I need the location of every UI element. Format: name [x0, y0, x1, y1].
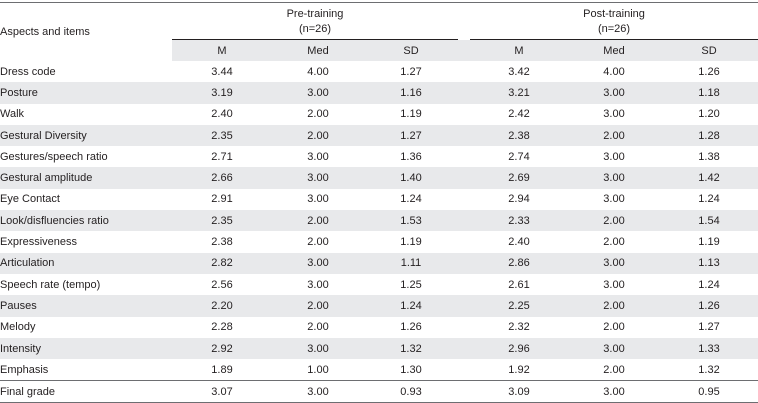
- row-label: Speech rate (tempo): [0, 278, 101, 291]
- cell-post-med: 3.00: [568, 381, 660, 403]
- cell-pre-med: 3.00: [272, 253, 364, 274]
- cell-post-m: 3.42: [508, 65, 530, 78]
- col-post-m: M: [470, 40, 568, 61]
- cell-pre-m: 2.82: [172, 253, 272, 274]
- cell-gap: [458, 317, 470, 338]
- cell-pre-sd: 1.24: [400, 193, 422, 206]
- cell-pre-med: 1.00: [307, 363, 329, 376]
- cell-post-m: 2.61: [508, 278, 530, 291]
- cell-post-med: 2.00: [603, 363, 625, 376]
- cell-pre-m: 2.71: [211, 150, 233, 163]
- cell-pre-med: 3.00: [307, 193, 329, 206]
- cell-pre-m: 2.91: [211, 193, 233, 206]
- cell-post-med: 2.00: [568, 295, 660, 316]
- col-post-sd: SD: [660, 40, 758, 61]
- cell-post-sd: 0.95: [660, 381, 758, 403]
- cell-post-med: 3.00: [568, 167, 660, 188]
- post-training-header: [470, 3, 758, 41]
- row-label: Eye Contact: [0, 193, 60, 206]
- cell-pre-m: 2.35: [172, 210, 272, 231]
- row-label: Gestural amplitude: [0, 167, 172, 188]
- cell-post-m: 2.33: [470, 210, 568, 231]
- cell-post-med: 3.00: [603, 150, 625, 163]
- cell-pre-med: 4.00: [307, 65, 329, 78]
- row-label: Walk: [0, 108, 25, 121]
- post-training-title: Post-training: [583, 7, 645, 20]
- row-label: Dress code: [0, 65, 56, 78]
- cell-pre-m: 2.92: [172, 338, 272, 359]
- cell-post-m: 2.42: [508, 108, 530, 121]
- pre-training-rule: [172, 39, 458, 40]
- table-row: [0, 295, 758, 316]
- cell-pre-m: 2.56: [211, 278, 233, 291]
- cell-post-m: 2.38: [470, 125, 568, 146]
- cell-post-med: 4.00: [603, 65, 625, 78]
- row-label: Final grade: [0, 381, 172, 403]
- cell-pre-med: 2.00: [307, 108, 329, 121]
- cell-pre-sd: 1.32: [364, 338, 458, 359]
- cell-post-sd: 1.54: [660, 210, 758, 231]
- cell-post-m: 1.92: [508, 363, 530, 376]
- cell-pre-med: 3.00: [272, 167, 364, 188]
- row-label: Look/disfluencies ratio: [0, 210, 172, 231]
- cell-gap: [458, 381, 470, 403]
- cell-post-sd: 1.33: [660, 338, 758, 359]
- cell-post-med: 2.00: [603, 321, 625, 334]
- cell-post-med: 3.00: [568, 338, 660, 359]
- cell-post-sd: 1.32: [698, 363, 720, 376]
- table-row: [0, 189, 758, 210]
- cell-pre-sd: 1.30: [400, 363, 422, 376]
- cell-post-med: 2.00: [603, 236, 625, 249]
- cell-pre-m: 2.28: [211, 321, 233, 334]
- row-label: Expressiveness: [0, 236, 78, 249]
- table-row: [0, 167, 758, 188]
- cell-post-sd: 1.42: [660, 167, 758, 188]
- cell-post-med: 3.00: [603, 193, 625, 206]
- cell-post-sd: 1.27: [698, 321, 720, 334]
- group-header-row: [0, 3, 758, 41]
- cell-pre-med: 2.00: [307, 236, 329, 249]
- cell-post-sd: 1.13: [660, 253, 758, 274]
- cell-post-m: 2.32: [508, 321, 530, 334]
- cell-gap: [458, 295, 470, 316]
- cell-post-med: 2.00: [568, 210, 660, 231]
- cell-gap: [458, 167, 470, 188]
- cell-post-m: 2.69: [470, 167, 568, 188]
- cell-pre-sd: 1.27: [364, 125, 458, 146]
- cell-post-sd: 1.20: [698, 108, 720, 121]
- cell-pre-m: 3.19: [172, 82, 272, 103]
- cell-gap: [458, 61, 470, 82]
- cell-pre-m: 2.38: [211, 236, 233, 249]
- cell-pre-sd: 1.19: [400, 108, 422, 121]
- cell-gap: [458, 359, 470, 381]
- cell-pre-m: 1.89: [211, 363, 233, 376]
- cell-pre-med: 2.00: [272, 125, 364, 146]
- row-label: Intensity: [0, 338, 172, 359]
- table-row: [0, 231, 758, 252]
- cell-pre-med: 3.00: [272, 381, 364, 403]
- table-row: [0, 125, 758, 146]
- table-row: [0, 274, 758, 295]
- cell-pre-sd: 1.24: [364, 295, 458, 316]
- cell-post-m: 2.94: [508, 193, 530, 206]
- table-row: [0, 253, 758, 274]
- row-label: Posture: [0, 82, 172, 103]
- cell-post-sd: 1.18: [660, 82, 758, 103]
- row-label: Emphasis: [0, 363, 49, 376]
- cell-post-m: 2.86: [470, 253, 568, 274]
- cell-post-med: 3.00: [568, 82, 660, 103]
- cell-pre-m: 2.20: [172, 295, 272, 316]
- cell-pre-med: 3.00: [272, 338, 364, 359]
- table-row: [0, 317, 758, 338]
- aspects-header: Aspects and items: [0, 3, 172, 62]
- cell-gap: [458, 82, 470, 103]
- pre-training-n: (n=26): [298, 22, 332, 35]
- post-training-rule: [470, 39, 758, 40]
- cell-pre-sd: 1.27: [400, 65, 422, 78]
- col-pre-med: Med: [272, 40, 364, 61]
- row-label: Melody: [0, 321, 36, 334]
- cell-post-m: 2.74: [508, 150, 530, 163]
- cell-post-sd: 1.26: [698, 65, 720, 78]
- col-pre-m: M: [172, 40, 272, 61]
- pre-training-header: [172, 3, 458, 41]
- cell-pre-sd: 1.19: [400, 236, 422, 249]
- cell-pre-m: 3.07: [172, 381, 272, 403]
- cell-pre-med: 2.00: [272, 295, 364, 316]
- cell-gap: [458, 231, 470, 252]
- cell-post-m: 2.25: [470, 295, 568, 316]
- cell-post-sd: 1.19: [698, 236, 720, 249]
- table-row: [0, 61, 758, 82]
- final-grade-row: [0, 381, 758, 403]
- cell-post-sd: 1.24: [698, 278, 720, 291]
- cell-post-sd: 1.24: [698, 193, 720, 206]
- cell-pre-med: 3.00: [307, 150, 329, 163]
- row-label: Gestures/speech ratio: [0, 150, 108, 163]
- cell-post-med: 3.00: [603, 278, 625, 291]
- cell-pre-m: 2.35: [172, 125, 272, 146]
- col-pre-sd: SD: [364, 40, 458, 61]
- cell-post-m: 2.96: [470, 338, 568, 359]
- cell-post-m: 3.09: [470, 381, 568, 403]
- table-row: [0, 338, 758, 359]
- cell-post-sd: 1.28: [660, 125, 758, 146]
- cell-gap: [458, 338, 470, 359]
- pre-training-title: Pre-training: [286, 7, 344, 20]
- cell-post-med: 3.00: [568, 253, 660, 274]
- row-label: Gestural Diversity: [0, 125, 172, 146]
- table-row: [0, 359, 758, 381]
- cell-post-sd: 1.38: [698, 150, 720, 163]
- cell-post-med: 2.00: [568, 125, 660, 146]
- table-row: [0, 146, 758, 167]
- cell-gap: [458, 104, 470, 125]
- cell-pre-sd: 0.93: [364, 381, 458, 403]
- cell-pre-med: 2.00: [272, 210, 364, 231]
- group-gap: [458, 3, 470, 41]
- cell-gap: [458, 146, 470, 167]
- post-training-n: (n=26): [597, 22, 631, 35]
- cell-gap: [458, 125, 470, 146]
- cell-gap: [458, 189, 470, 210]
- table-row: [0, 104, 758, 125]
- table-row: [0, 82, 758, 103]
- cell-pre-m: 3.44: [211, 65, 233, 78]
- col-post-med: Med: [568, 40, 660, 61]
- cell-pre-sd: 1.53: [364, 210, 458, 231]
- cell-post-sd: 1.26: [660, 295, 758, 316]
- cell-pre-med: 2.00: [307, 321, 329, 334]
- cell-gap: [458, 210, 470, 231]
- cell-pre-sd: 1.26: [400, 321, 422, 334]
- cell-pre-sd: 1.16: [364, 82, 458, 103]
- cell-pre-m: 2.66: [172, 167, 272, 188]
- table-body: [0, 61, 758, 381]
- results-table: [0, 2, 758, 403]
- cell-gap: [458, 253, 470, 274]
- cell-pre-sd: 1.11: [364, 253, 458, 274]
- col-gap: [458, 40, 470, 61]
- cell-pre-m: 2.40: [211, 108, 233, 121]
- cell-post-m: 3.21: [470, 82, 568, 103]
- table-row: [0, 210, 758, 231]
- cell-pre-med: 3.00: [272, 82, 364, 103]
- row-label: Pauses: [0, 295, 172, 316]
- cell-pre-sd: 1.25: [400, 278, 422, 291]
- cell-post-m: 2.40: [508, 236, 530, 249]
- cell-gap: [458, 274, 470, 295]
- cell-post-med: 3.00: [603, 108, 625, 121]
- cell-pre-sd: 1.36: [400, 150, 422, 163]
- row-label: Articulation: [0, 253, 172, 274]
- cell-pre-med: 3.00: [307, 278, 329, 291]
- cell-pre-sd: 1.40: [364, 167, 458, 188]
